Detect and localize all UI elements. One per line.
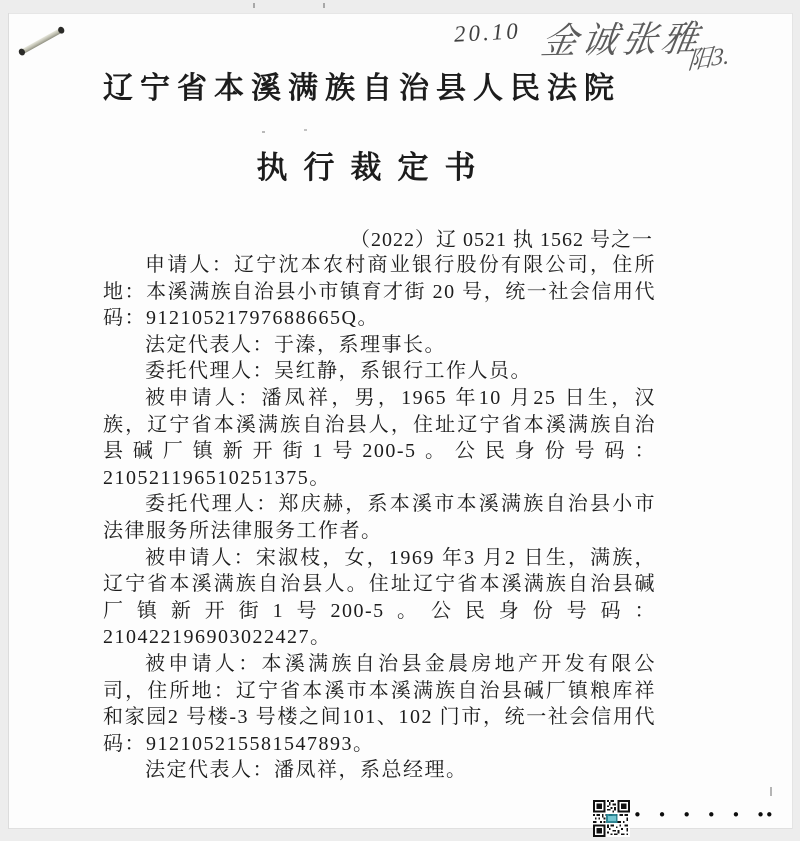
scan-speck bbox=[770, 787, 772, 796]
paragraph: 申请人：辽宁沈本农村商业银行股份有限公司，住所地：本溪满族自治县小市镇育才街 20 号，统一社会信用代码：91210521797688665Q。 bbox=[103, 254, 656, 330]
scan-speck bbox=[323, 3, 325, 8]
handwritten-note: 金诚张雅 bbox=[538, 18, 705, 62]
paragraph: 被申请人：潘凤祥，男，1965 年10 月25 日生，汉族，辽宁省本溪满族自治县人，住址辽宁省本溪满族自治县碱厂镇新开街1号200-5。公民身份号码：210521196510251375。 bbox=[103, 386, 656, 489]
paragraph: 法定代表人：潘凤祥，系总经理。 bbox=[145, 759, 468, 782]
paragraph: 委托代理人：吴红静，系银行工作人员。 bbox=[145, 360, 532, 383]
paragraph: 被申请人：本溪满族自治县金晨房地产开发有限公司，住所地：辽宁省本溪市本溪满族自治县碱厂镇粮库祥和家园2 号楼-3 号楼之间101、102 门市，统一社会信用代码：912105215581547893。 bbox=[103, 652, 656, 755]
court-name-heading: 辽宁省本溪满族自治县人民法院 bbox=[103, 72, 621, 105]
handwritten-note-suffix: 阳3. bbox=[687, 42, 731, 76]
scan-speck bbox=[253, 3, 255, 8]
handwritten-date: 20.10 bbox=[453, 18, 522, 47]
qr-code bbox=[593, 800, 630, 837]
paragraph: 法定代表人：于溱，系理事长。 bbox=[145, 333, 446, 356]
document-title: 执行裁定书 bbox=[256, 150, 492, 185]
scan-speck bbox=[304, 129, 307, 131]
paragraph: 委托代理人：郑庆赫，系本溪市本溪满族自治县小市法律服务所法律服务工作者。 bbox=[103, 493, 656, 542]
footer-dots: • • • • • •• bbox=[633, 806, 774, 824]
scan-speck bbox=[262, 131, 265, 133]
document-body bbox=[103, 252, 656, 784]
case-number: （2022）辽 0521 执 1562 号之一 bbox=[350, 229, 653, 251]
paragraph: 被申请人：宋淑枝，女，1969 年3 月2 日生，满族，辽宁省本溪满族自治县人。住址辽宁省本溪满族自治县碱厂镇新开街1号200-5。公民身份号码：210422196903022427。 bbox=[103, 546, 656, 649]
